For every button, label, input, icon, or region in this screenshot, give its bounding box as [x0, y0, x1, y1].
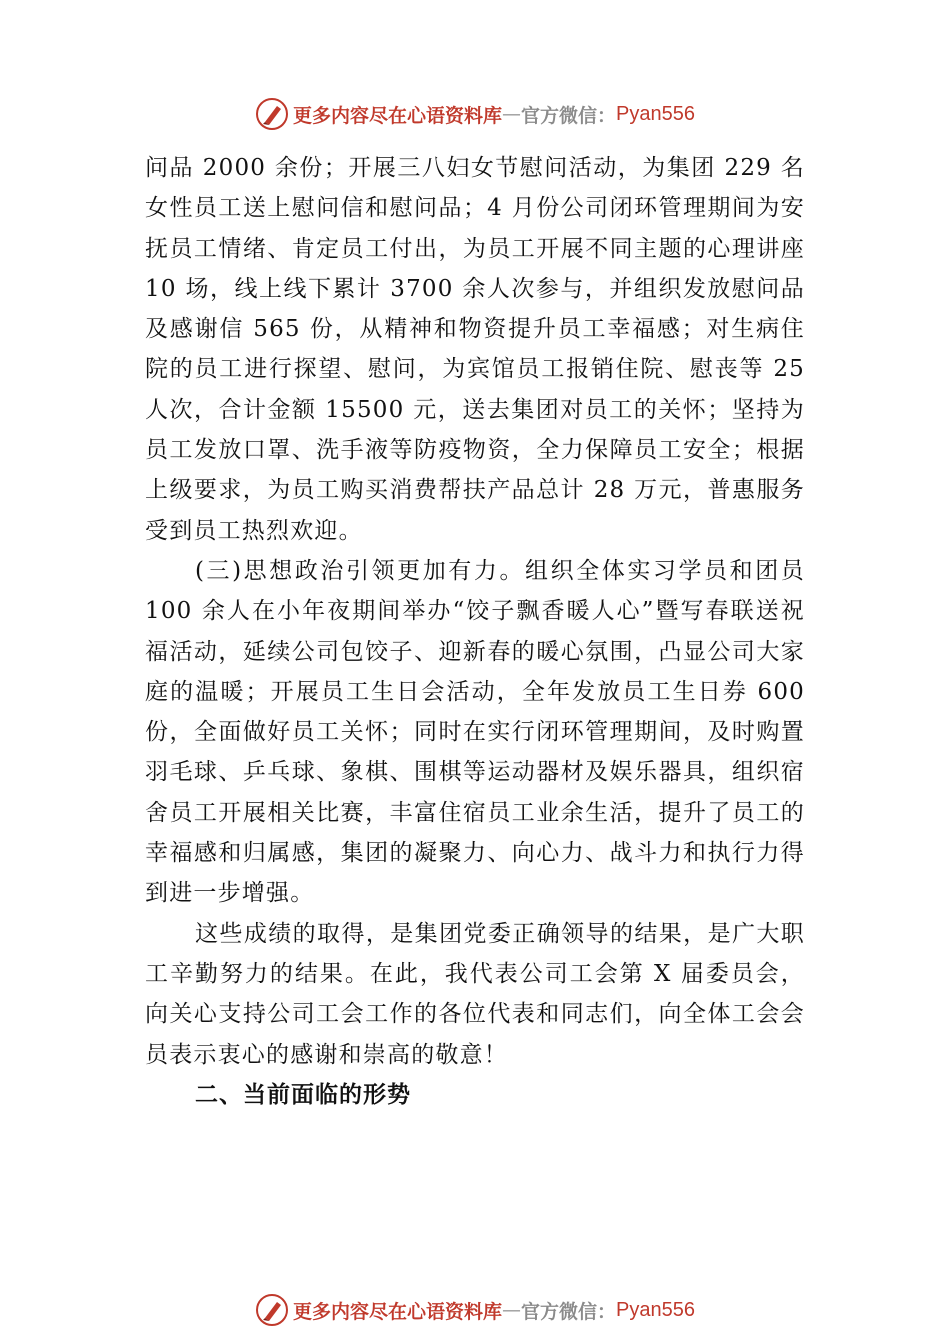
header-dash: —: [502, 103, 522, 125]
page-footer: [0, 1292, 950, 1328]
paragraph-2: [145, 551, 805, 914]
page-header: [0, 96, 950, 132]
header-wechat-label: 官方微信：: [521, 104, 617, 127]
pen-logo-icon: [255, 97, 289, 131]
footer-wechat-id: Pyan556: [616, 1298, 695, 1321]
paragraph-1: 问品 2000 余份；开展三八妇女节慰问活动，为集团 229 名女性员工送上慰问信和慰问品；4 月份公司闭环管理期间为安抚员工情绪、肯定员工付出，为员工开展不同主题的心理讲座 10 场，线上线下累计 3700 余人次参与，并组织发放慰问品及感谢信 565 份，从精神和物资提升员工幸福感；对生病住院的员工进行探望、慰问，为宾馆员工报销住院、慰丧等 25 人次，合计金额 15500 元，送去集团对员工的关怀；坚持为员工发放口罩、洗手液等防疫物资，全力保障员工安全；根据上级要求，为员工购买消费帮扶产品总计 28 万元，普惠服务受到员工热烈欢迎。: [145, 155, 805, 544]
footer-brand: 更多内容尽在心语资料库: [293, 1300, 503, 1323]
paragraph-2-title: (三)思想政治引领更加有力。: [195, 557, 526, 584]
paragraph-3: 这些成绩的取得，是集团党委正确领导的结果，是广大职工辛勤努力的结果。在此，我代表公司工会第 X 届委员会，向关心支持公司工会工作的各位代表和同志们，向全体工会会员表示衷心的感谢和崇高的敬意！: [145, 920, 805, 1068]
pen-logo-icon: [255, 1293, 289, 1327]
section-heading-2: 二、当前面临的形势: [195, 1081, 411, 1108]
header-brand: 更多内容尽在心语资料库: [293, 104, 503, 127]
footer-dash: —: [502, 1299, 522, 1321]
footer-wechat-label: 官方微信：: [521, 1300, 617, 1323]
paragraph-2-text: 组织全体实习学员和团员 100 余人在小年夜期间举办“饺子飘香暖人心”暨写春联送祝福活动，延续公司包饺子、迎新春的暖心氛围，凸显公司大家庭的温暖；开展员工生日会活动，全年发放员工生日券 600 份，全面做好员工关怀；同时在实行闭环管理期间，及时购置羽毛球、乒乓球、象棋、围棋等运动器材及娱乐器具，组织宿舍员工开展相关比赛，丰富住宿员工业余生活，提升了员工的幸福感和归属感，集团的凝聚力、向心力、战斗力和执行力得到进一步增强。: [145, 557, 806, 907]
document-body: [145, 148, 805, 1115]
header-wechat-id: Pyan556: [616, 102, 695, 125]
